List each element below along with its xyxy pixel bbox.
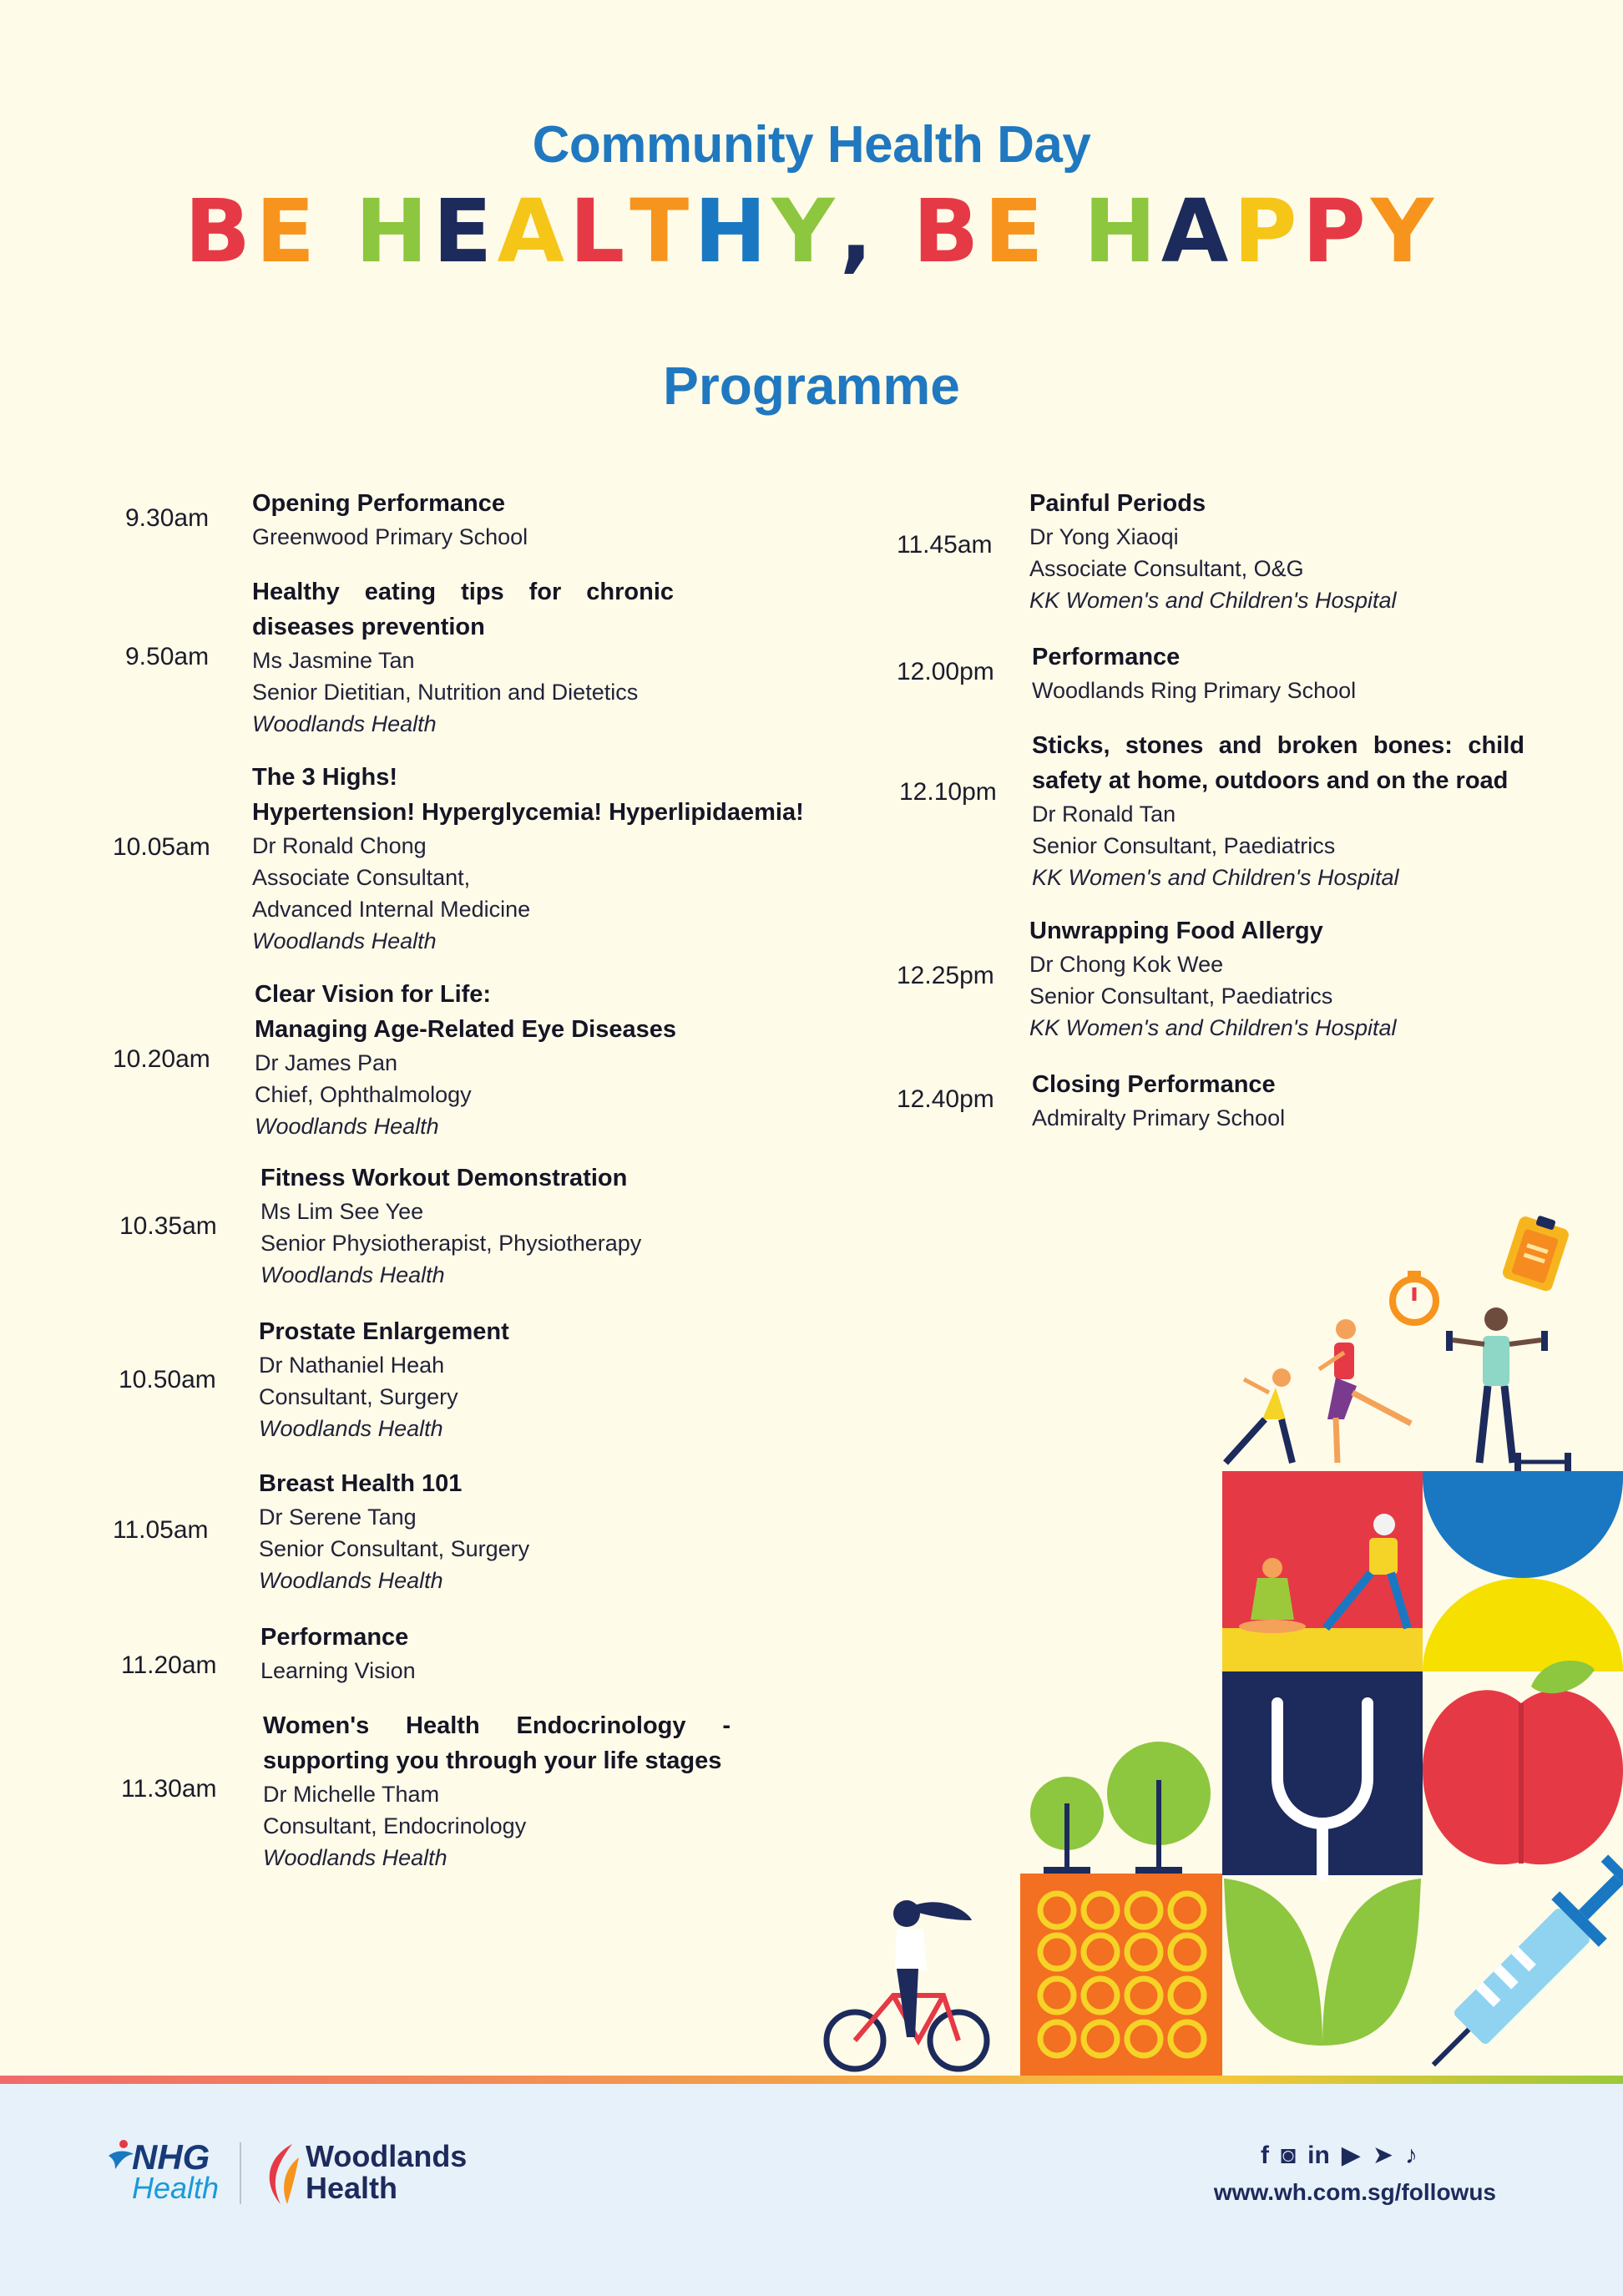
speaker-name: Dr Chong Kok Wee xyxy=(1029,952,1224,977)
speaker-detail: Associate Consultant, xyxy=(252,865,471,890)
programme-topic: Sticks, stones and broken bones: child xyxy=(1032,732,1524,759)
speaker-name: Dr Nathaniel Heah xyxy=(259,1353,445,1378)
telegram-icon[interactable]: ➤ xyxy=(1372,2142,1394,2169)
woodlands-logo-line1: Woodlands xyxy=(306,2139,468,2173)
programme-topic: Performance xyxy=(1032,644,1181,670)
speaker-name: Dr Yong Xiaoqi xyxy=(1029,524,1179,549)
programme-topic: Healthy eating tips for chronic xyxy=(252,579,674,605)
speaker-name: Dr Michelle Tham xyxy=(263,1782,440,1807)
speaker-name: Dr Serene Tang xyxy=(259,1505,417,1530)
programme-topic: Women's Health Endocrinology - xyxy=(263,1712,731,1739)
event-title: Community Health Day xyxy=(532,116,1091,174)
programme-topic: diseases prevention xyxy=(252,614,485,640)
woodlands-health-logo[interactable] xyxy=(259,2137,476,2207)
instagram-icon[interactable]: ◙ xyxy=(1281,2142,1297,2169)
orange-pattern-block xyxy=(1020,1874,1222,2079)
programme-time: 12.10pm xyxy=(899,778,997,806)
programme-time: 9.30am xyxy=(125,504,210,532)
programme-topic: supporting you through your life stages xyxy=(263,1747,722,1774)
speaker-detail: Senior Dietitian, Nutrition and Dietetics xyxy=(252,680,639,705)
syringe-icon xyxy=(1410,1848,1623,2079)
programme-time: 12.40pm xyxy=(897,1085,994,1113)
follow-us-link[interactable]: www.wh.com.sg/followus xyxy=(1213,2179,1496,2205)
speaker-name: Admiralty Primary School xyxy=(1032,1105,1286,1130)
nhg-figure-icon xyxy=(107,2139,135,2172)
section-heading: Programme xyxy=(663,356,960,416)
speaker-institution: Woodlands Health xyxy=(252,711,437,736)
programme-topic: Painful Periods xyxy=(1029,490,1206,517)
stretching-woman-figure xyxy=(1226,1368,1292,1463)
programme-topic: Performance xyxy=(260,1624,409,1651)
woodlands-logo-line2: Health xyxy=(306,2171,398,2205)
programme-time: 10.20am xyxy=(113,1045,210,1073)
speaker-institution: KK Women's and Children's Hospital xyxy=(1029,1015,1397,1040)
programme-topic: Prostate Enlargement xyxy=(259,1318,509,1345)
cyclist-figure xyxy=(827,1900,987,2069)
programme-time: 12.00pm xyxy=(897,658,994,685)
speaker-detail: Senior Physiotherapist, Physiotherapy xyxy=(260,1231,642,1256)
tiktok-icon[interactable]: ♪ xyxy=(1405,2142,1418,2169)
speaker-institution: Woodlands Health xyxy=(263,1845,447,1870)
programme-topic: Hypertension! Hyperglycemia! Hyperlipidaemia! xyxy=(252,799,804,826)
speaker-detail: Consultant, Surgery xyxy=(259,1384,458,1409)
clipboard-icon xyxy=(1501,1210,1572,1292)
programme-time: 10.05am xyxy=(113,833,210,861)
speaker-detail: Chief, Ophthalmology xyxy=(255,1082,472,1107)
logo-separator xyxy=(240,2142,241,2204)
youtube-icon[interactable]: ▶ xyxy=(1341,2142,1361,2169)
speaker-institution: Woodlands Health xyxy=(252,928,437,953)
programme-topic: Managing Age-Related Eye Diseases xyxy=(255,1016,676,1043)
programme-topic: Unwrapping Food Allergy xyxy=(1029,918,1323,944)
programme-time: 11.05am xyxy=(113,1516,209,1544)
speaker-name: Learning Vision xyxy=(260,1658,416,1683)
speaker-name: Woodlands Ring Primary School xyxy=(1032,678,1357,703)
footer-divider xyxy=(0,2076,1623,2084)
leaf-left xyxy=(1224,1879,1322,2046)
speaker-institution: Woodlands Health xyxy=(259,1416,443,1441)
tree-left xyxy=(1030,1777,1104,1874)
programme-time: 10.50am xyxy=(119,1366,216,1393)
nhg-logo-subtext: Health xyxy=(132,2171,220,2205)
programme-topic: The 3 Highs! xyxy=(252,764,398,791)
nhg-logo-text: NHG xyxy=(132,2137,210,2177)
woodlands-leaf-icon xyxy=(259,2141,304,2207)
speaker-name: Ms Jasmine Tan xyxy=(252,648,415,673)
speaker-institution: KK Women's and Children's Hospital xyxy=(1029,588,1397,613)
leaf-right xyxy=(1322,1879,1421,2046)
programme-topic: safety at home, outdoors and on the road xyxy=(1032,767,1509,794)
tree-right xyxy=(1107,1742,1211,1874)
social-links xyxy=(1261,2137,1418,2174)
speaker-name: Dr James Pan xyxy=(255,1050,398,1075)
linkedin-icon[interactable]: in xyxy=(1307,2142,1330,2169)
speaker-detail: Consultant, Endocrinology xyxy=(263,1813,527,1838)
programme-time: 12.25pm xyxy=(897,962,994,989)
programme-topic: Opening Performance xyxy=(252,490,505,517)
weightlifter-figure xyxy=(1446,1307,1571,1471)
programme-topic: Breast Health 101 xyxy=(259,1470,463,1497)
speaker-detail: Senior Consultant, Paediatrics xyxy=(1029,984,1333,1009)
apple-icon xyxy=(1423,1661,1623,1864)
programme-time: 10.35am xyxy=(119,1212,217,1240)
speaker-institution: Woodlands Health xyxy=(260,1262,445,1287)
programme-topic: Fitness Workout Demonstration xyxy=(260,1165,628,1191)
speaker-name: Dr Ronald Tan xyxy=(1032,802,1176,827)
programme-topic: Clear Vision for Life: xyxy=(255,981,492,1008)
speaker-name: Dr Ronald Chong xyxy=(252,833,427,858)
programme-time: 11.30am xyxy=(121,1775,217,1803)
programme-time: 11.45am xyxy=(897,531,993,559)
speaker-name: Greenwood Primary School xyxy=(252,524,528,549)
speaker-detail: Advanced Internal Medicine xyxy=(252,897,531,922)
speaker-institution: KK Women's and Children's Hospital xyxy=(1032,865,1399,890)
nhg-health-logo[interactable] xyxy=(107,2137,224,2204)
running-man-figure xyxy=(1319,1319,1411,1463)
programme-time: 11.20am xyxy=(121,1651,217,1679)
speaker-detail: Associate Consultant, O&G xyxy=(1029,556,1304,581)
speaker-institution: Woodlands Health xyxy=(255,1114,439,1139)
facebook-icon[interactable]: f xyxy=(1261,2142,1269,2169)
speaker-detail: Senior Consultant, Surgery xyxy=(259,1536,530,1561)
speaker-name: Ms Lim See Yee xyxy=(260,1199,424,1224)
programme-topic: Closing Performance xyxy=(1032,1071,1276,1098)
stopwatch-icon xyxy=(1393,1271,1436,1322)
event-tagline: BE HEALTHY, BE HAPPY xyxy=(184,180,1439,282)
speaker-institution: Woodlands Health xyxy=(259,1568,443,1593)
programme-time: 9.50am xyxy=(125,643,210,670)
speaker-detail: Senior Consultant, Paediatrics xyxy=(1032,833,1336,858)
